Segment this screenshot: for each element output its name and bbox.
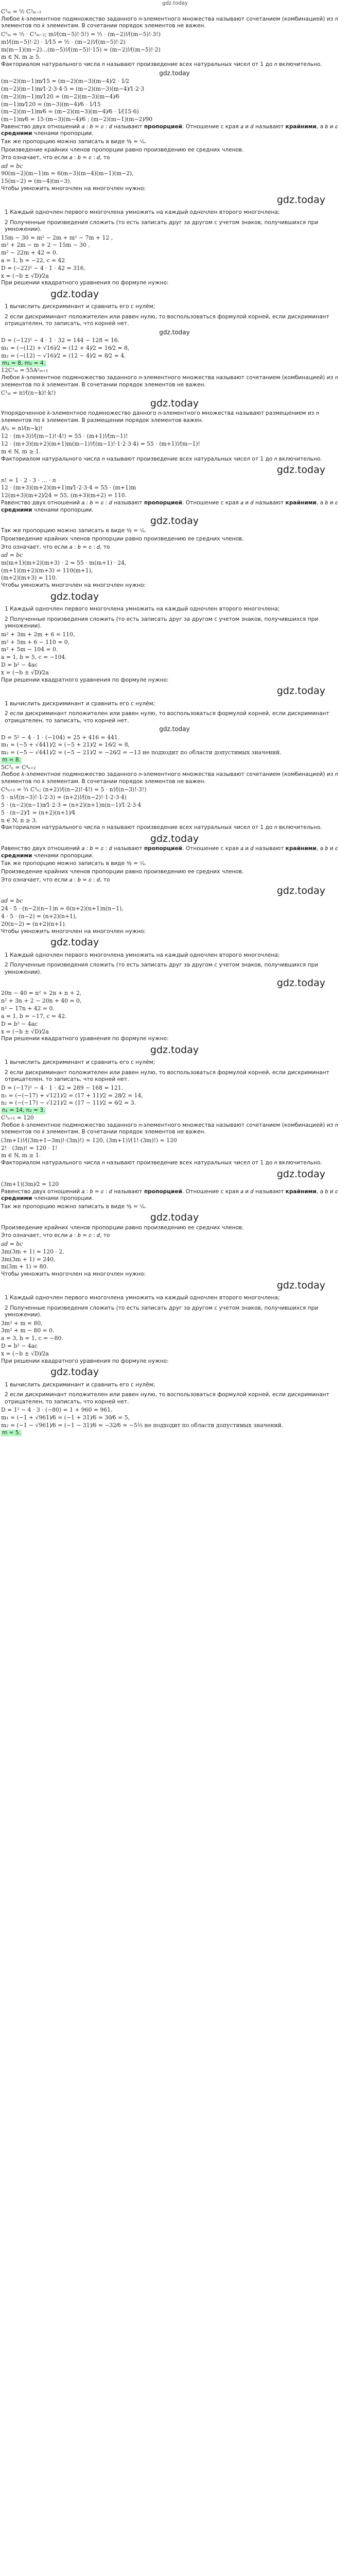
math-line: n² + 3n + 2 − 20n + 40 = 0, — [1, 997, 82, 1005]
watermark: gdz.today — [276, 1279, 325, 1291]
paragraph: Чтобы умножить многочлен на многочлен нужно: — [1, 1271, 146, 1278]
math-line: m₁ = (−5 + √441)⁄2 = (−5 + 21)⁄2 = 16⁄2 = 8, — [1, 741, 130, 749]
math-line: (m−1)m⁄120 = (m−3)(m−4)⁄6 · 1⁄15 — [1, 100, 101, 108]
watermark: gdz.today — [276, 885, 325, 897]
math-line: n₂ = (−(−17) − √121)⁄2 = (17 − 11)⁄2 = 6⁄2 = 3. — [1, 1099, 136, 1107]
math-line: n₁ = (−(−17) + √121)⁄2 = (17 + 11)⁄2 = 28⁄2 = 14, — [1, 1092, 143, 1099]
math-line: (m+1)(m+2)(m+3) = 110(m+1), — [1, 567, 93, 574]
math-line: m² + 5m + 6 − 110 = 0, — [1, 638, 70, 646]
math-line: D = 1² − 4 · 3 · (−80) = 1 + 960 = 961. — [1, 1406, 113, 1414]
math-line: m!⁄((m−5)!·2) · 1⁄15 = ⁵⁄₂ · (m−2)!⁄((m−5)!·2) — [1, 38, 126, 45]
math-line: m² + 2m − m + 2 − 15m − 30 , — [1, 242, 90, 249]
math-line: m₁ = (−1 + √961)⁄6 = (−1 + 31)⁄6 = 30⁄6 = 5, — [1, 1414, 130, 1421]
paragraph: Равенство двух отношений 𝑎 : 𝑏 = 𝑐 : 𝑑 называют пропорцией. Отношение с края 𝑎 и 𝑑 называют крайними, а 𝑏 и 𝑐 средними членами пропорции. — [1, 1188, 338, 1202]
watermark: gdz.today — [150, 1044, 199, 1056]
paragraph: Так же пропорцию можно записать в виде ᵃ⁄ᵦ = ᶜ⁄ₐ. — [1, 139, 147, 145]
math-line: n ∈ N, n ≥ 3. — [1, 817, 38, 824]
paragraph: Равенство двух отношений 𝑎 : 𝑏 = 𝑐 : 𝑑 называют пропорцией. Отношение с края 𝑎 и 𝑑 называют крайними, а 𝑏 и 𝑐 средними членами пропорции. — [1, 845, 338, 859]
watermark: gdz.today — [276, 977, 325, 989]
math-line: 5 · n!⁄((n−3)!·1·2·3) = (n+2)!⁄((n−2)!·1·2·3·4) — [1, 794, 127, 801]
math-line: (m−2)(m−1)m⁄120 = (m−2)(m−3)(m−4)⁄6 — [1, 93, 120, 100]
solution-content — [0, 1, 350, 1436]
math-line: a = 3, b = 1, c = −80. — [1, 1335, 63, 1342]
watermark: gdz.today — [50, 1366, 99, 1378]
answer-line: m₁ = 8, m₂ = 4. — [2, 360, 45, 366]
rule-note: 1 Каждый одночлен первого многочлена умножить на каждый одночлен второго многочлена; — [5, 1294, 280, 1301]
math-line: D = b² − 4ac — [1, 662, 38, 669]
math-line: m₂ = (−(12) − √16)⁄2 = (12 − 4)⁄2 = 8⁄2 = 4. — [1, 352, 126, 359]
paragraph: Равенство двух отношений 𝑎 : 𝑏 = 𝑐 : 𝑑 называют пропорцией. Отношение с края 𝑎 и 𝑑 называют крайними, а 𝑏 и 𝑐 средними членами пропорции. — [1, 500, 338, 513]
math-line: 𝑎𝑑 = 𝑏𝑐 — [1, 897, 23, 905]
math-line: m² + 3m + 2m + 6 = 110, — [1, 631, 75, 638]
math-line: m₂ = (−5 − √441)⁄2 = (−5 − 21)⁄2 = −26⁄2 = −13 не подходит по области допустимых значений. — [1, 749, 282, 756]
watermark: gdz.today — [150, 515, 199, 527]
rule-note: 1 вычислить дискриминант и сравнить его с нулём; — [5, 1059, 155, 1066]
paragraph: Это означает, что если 𝑎 : 𝑏 = 𝑐 : 𝑑, то — [1, 155, 110, 161]
math-line: x = (−b ± √D)⁄2a — [1, 272, 49, 279]
rule-note: 1 вычислить дискриминант и сравнить его с нулём; — [5, 303, 155, 310]
paragraph: Произведение крайних членов пропорции равно произведению ее средних членов. — [1, 1224, 244, 1231]
paragraph: Равенство двух отношений 𝑎 : 𝑏 = 𝑐 : 𝑑 называют пропорцией. Отношение с края 𝑎 и 𝑑 называют крайними, а 𝑏 и 𝑐 средними членами пропорции. — [1, 123, 338, 137]
paragraph: При решении квадратного уравнения по формуле нужно: — [1, 1036, 169, 1042]
math-line: 5C³ₙ = C⁴ₙ₊₂ — [1, 764, 36, 771]
math-line: 12C¹ₘ = 55A²ₘ₊₁ — [1, 367, 48, 374]
math-line: 12(m+3)(m+2)⁄24 = 55, (m+3)(m+2) = 110. — [1, 492, 127, 499]
paragraph: Любое 𝑘-элементное подмножество заданного 𝑛-элементного множества называют сочетанием (комбинацией) из 𝑛 элементов по 𝑘 элементам. В сочетании порядок элементов не важен. — [1, 375, 338, 388]
math-line: 𝑎𝑑 = 𝑏𝑐 — [1, 162, 23, 170]
paragraph: Это означает, что если 𝑎 : 𝑏 = 𝑐 : 𝑑, то — [1, 1232, 110, 1239]
math-line: C⁵ₘ = ⁵⁄₂ · C³ₘ₋₂; m!⁄((m−5)!·5!) = ⁵⁄₂ · (m−2)!⁄((m−5)!·3!) — [1, 30, 161, 38]
paragraph: Факториалом натурального числа 𝑛 называют произведение всех натуральных чисел от 1 до 𝑛 включительно. — [1, 824, 322, 831]
watermark: gdz.today — [150, 833, 199, 845]
paragraph: Произведение крайних членов пропорции равно произведению ее средних членов. — [1, 146, 244, 153]
watermark: gdz.today — [150, 1212, 199, 1224]
rule-note: 1 Каждый одночлен первого многочлена умножить на каждый одночлен второго многочлена; — [5, 606, 280, 613]
paragraph: При решении квадратного уравнения по формуле нужно: — [1, 280, 169, 286]
math-line: Aᵏₙ = n!⁄(n−k)! — [1, 425, 43, 432]
math-line: m(m+1)(m+2)(m+3) · 2 = 55 · m(m+1) · 24, — [1, 559, 127, 566]
watermark: gdz.today — [276, 194, 325, 206]
math-line: m₂ = (−1 − √961)⁄6 = (−1 − 31)⁄6 = −32⁄6 = −5⅓ не подходит по области допустимых значений. — [1, 1421, 284, 1429]
answer-line: m = 8. — [2, 756, 21, 763]
math-line: D = b² − 4ac — [1, 1020, 38, 1027]
rule-note: 2 если дискриминант положителен или равен нулю, то воспользоваться формулой корней, если дискриминант отрицателен, то записать, что корней нет. — [5, 1392, 329, 1405]
math-line: (3m+1)(3m)⁄2 = 120 — [1, 1181, 59, 1188]
math-line: m ∈ N, m ≥ 5. — [1, 54, 41, 61]
paragraph: Это означает, что если 𝑎 : 𝑏 = 𝑐 : 𝑑, то — [1, 876, 110, 883]
watermark: gdz.today — [50, 590, 99, 602]
paragraph: Это означает, что если 𝑎 : 𝑏 = 𝑐 : 𝑑, то — [1, 544, 110, 550]
paragraph: Произведение крайних членов пропорции равно произведению ее средних членов. — [1, 535, 244, 542]
math-line: 5 · (n−2)⁄1 = (n+2)(n+1)⁄4 — [1, 809, 76, 816]
rule-note: 1 вычислить дискриминант и сравнить его с нулём; — [5, 1381, 155, 1388]
math-line: 2! · (3m)! = 120 · 1! — [1, 1144, 58, 1151]
math-line: a = 1, b = 5, c = −104. — [1, 654, 67, 661]
math-line: 3m² + m = 80, — [1, 1319, 43, 1327]
math-line: n² − 17n + 42 = 0. — [1, 1005, 55, 1012]
rule-note: 2 Полученные произведения сложить (то есть записать друг за другом с учетом знаков, получившихся при умножении). — [5, 962, 319, 975]
watermark: gdz.today — [159, 69, 190, 77]
math-line: (m+2)(m+3) = 110. — [1, 574, 58, 582]
math-line: m² − 22m + 42 = 0. — [1, 249, 58, 257]
math-line: x = (−b ± √D)⁄2a — [1, 669, 49, 676]
math-line: x = (−b ± √D)⁄2a — [1, 1350, 49, 1357]
math-line: a = 1, b = −17, c = 42. — [1, 1012, 67, 1020]
paragraph: Чтобы умножить многочлен на многочлен нужно: — [1, 928, 146, 935]
rule-note: 1 Каждый одночлен первого многочлена умножить на каждый одночлен второго многочлена; — [5, 952, 280, 958]
math-line: 15(m−2) = (m−4)(m−3). — [1, 178, 72, 185]
paragraph: Произведение крайних членов пропорции равно произведению ее средних членов. — [1, 868, 244, 875]
math-line: m ∈ N, m ≥ 1. — [1, 448, 41, 455]
math-line: 12 · (m+3)(m+2)(m+1)m⁄1·2·3·4 = 55 · (m+1)m — [1, 484, 136, 492]
watermark: gdz.today — [150, 398, 199, 410]
rule-note: 2 Полученные произведения сложить (то есть записать друг за другом с учетом знаков, получившихся при умножении). — [5, 1304, 319, 1318]
math-line: 3m(3m + 1) = 120 · 2, — [1, 1248, 64, 1255]
math-line: m(m−1)(m−2)…(m−5)!⁄((m−5)!·15) = (m−2)!⁄((m−5)!·2) — [1, 46, 161, 53]
rule-note: 2 Полученные произведения сложить (то есть записать друг за другом с учетом знаков, получившихся при умножении). — [5, 616, 319, 630]
rule-note: 1 вычислить дискриминант и сравнить его с нулём; — [5, 700, 155, 707]
paragraph: Так же пропорцию можно записать в виде ᵃ⁄ᵦ = ᶜ⁄ₐ. — [1, 1203, 147, 1210]
rule-note: 2 если дискриминант положителен или равен нулю, то воспользоваться формулой корней, если дискриминант отрицателен, то записать, что корней нет. — [5, 710, 329, 724]
math-line: 3m² + m − 80 = 0. — [1, 1327, 55, 1334]
paragraph: Чтобы умножить многочлен на многочлен нужно: — [1, 185, 146, 192]
math-line: m ∈ N, m ≥ 1. — [1, 1152, 41, 1159]
math-line: 4 · 5 · (n−2) = (n+2)(n+1), — [1, 913, 77, 920]
math-line: 3m(3m + 1) = 240, — [1, 1256, 56, 1263]
math-line: D = b² − 4ac — [1, 1343, 38, 1350]
rule-note: 2 Полученные произведения сложить (то есть записать друг за другом с учетом знаков, получившихся при умножении). — [5, 219, 319, 233]
header-watermark: gdz.today — [162, 1, 188, 6]
math-line: C¹ₘ = n!⁄((n−k)!·k!) — [1, 389, 56, 397]
math-line: (m−1)m⁄6 = 15·(m−3)(m−4)⁄6 ; (m−2)(m−1)(m−2)⁄90 — [1, 116, 153, 123]
math-line: C⁴ₙ₊₂ = ⁵⁄₁ C³ₙ; (n+2)!⁄((n−2)!·4!) = 5 · n!⁄((n−3)!·3!) — [1, 786, 147, 793]
paragraph: Любое 𝑘-элементное подмножество заданного 𝑛-элементного множества называют сочетанием (комбинацией) из 𝑛 элементов по 𝑘 элементам. В сочетании порядок элементов не важен. — [1, 771, 338, 785]
answer-line: m = 5. — [2, 1429, 21, 1436]
paragraph: Факториалом натурального числа 𝑛 называют произведение всех натуральных чисел от 1 до 𝑛 включительно. — [1, 1160, 322, 1166]
math-line: 15m − 30 = m² − 2m + m² − 7m + 12 , — [1, 234, 113, 241]
watermark: gdz.today — [276, 685, 325, 697]
paragraph: Так же пропорцию можно записать в виде ᵃ⁄ᵦ = ᶜ⁄ₐ. — [1, 860, 147, 867]
math-line: 24 · 5 · (n−2)(n−1)n = 6(n+2)(n+1)n(n−1), — [1, 905, 124, 912]
math-line: 𝑎𝑑 = 𝑏𝑐 — [1, 1240, 23, 1247]
math-line: C⁵ₘ = ⁵⁄₂ C³ₘ₋₂ — [1, 8, 42, 15]
paragraph: Факториалом натурального числа 𝑛 называют произведение всех натуральных чисел от 1 до 𝑛 включительно. — [1, 455, 322, 462]
math-line: 𝑛! = 1 · 2 · 3 · … · 𝑛 — [1, 477, 56, 484]
math-line: m² + 5m − 104 = 0. — [1, 646, 58, 653]
paragraph: При решении квадратного уравнения по формуле нужно: — [1, 676, 169, 683]
math-line: m(3m + 1) = 80. — [1, 1263, 48, 1270]
math-line: C³ₙ₊₁ = 120 — [1, 1114, 34, 1121]
math-line: 90(m−2)(m−1)m = 6(m−3)(m−4)(m−1)(m−2), — [1, 170, 134, 177]
rule-note: 2 если дискриминант положителен или равен нулю, то воспользоваться формулой корней, если дискриминант отрицателен, то записать, что корней нет. — [5, 313, 329, 327]
paragraph: Так же пропорцию можно записать в виде ᵃ⁄ᵦ = ᶜ⁄ₐ. — [1, 528, 147, 534]
math-line: 20(n−2) = (n+2)(n+1). — [1, 920, 66, 927]
watermark: gdz.today — [50, 289, 99, 300]
math-line: (m−2)(m−1)m⁄6 = (m−2)(m−3)(m−4)⁄6 · 1⁄(15·6) — [1, 108, 139, 115]
math-line: 5 · (n−2)(n−1)n⁄1·2·3 = (n+2)(n+1)n(n−1)⁄1·2·3·4 — [1, 802, 142, 809]
watermark: gdz.today — [276, 1168, 325, 1180]
rule-note: 2 если дискриминант положителен или равен нулю, то воспользоваться формулой корней, если дискриминант отрицателен, то записать, что корней нет. — [5, 1069, 329, 1083]
paragraph: Чтобы умножить многочлен на многочлен нужно: — [1, 582, 146, 589]
paragraph: Факториалом натурального числа 𝑛 называют произведение всех натуральных чисел от 1 до 𝑛 включительно. — [1, 61, 322, 68]
math-line: 12 · (m+3)!⁄((m−1)!·4!) = 55 · (m+1)!⁄(m−1)! — [1, 433, 128, 440]
watermark: gdz.today — [159, 725, 190, 733]
math-line: 𝑎𝑑 = 𝑏𝑐 — [1, 552, 23, 559]
paragraph: Упорядоченное 𝑘-элементное подмножество данного 𝑛-элементного множества называют размещением из 𝑛 элементов по 𝑘 элементам. В размещении порядок элементов важен. — [1, 410, 319, 423]
math-line: 20n − 40 = n² + 2n + n + 2, — [1, 990, 82, 997]
math-line: (m−2)(m−1)m⁄1·2·3·4·5 = (m−2)(m−3)(m−4)⁄1·2·3 — [1, 85, 145, 92]
math-line: D = (−17)² − 4 · 1 · 42 = 289 − 168 = 121. — [1, 1084, 124, 1091]
answer-line: n₁ = 14, n₂ = 3. — [2, 1107, 45, 1114]
math-line: D = 5² − 4 · 1 · (−104) = 25 + 416 = 441. — [1, 734, 120, 741]
math-line: x = (−b ± √D)⁄2a — [1, 1028, 49, 1035]
watermark: gdz.today — [50, 937, 99, 948]
math-line: D = (−22)² − 4 · 1 · 42 = 316. — [1, 264, 86, 272]
math-line: a = 1, b = −22, c = 42 — [1, 257, 65, 264]
watermark: gdz.today — [276, 464, 325, 476]
math-line: m₁ = (−(12) + √16)⁄2 = (12 + 4)⁄2 = 16⁄2 = 8, — [1, 345, 130, 352]
paragraph: Любое 𝑘-элементное подмножество заданного 𝑛-элементного множества называют сочетанием (комбинацией) из 𝑛 элементов по 𝑘 элементам. В сочетании порядок элементов не важен. — [1, 1122, 338, 1136]
paragraph: При решении квадратного уравнения по формуле нужно: — [1, 1358, 169, 1364]
math-line: (m−2)(m−1)m⁄15 = (m−2)(m−3)(m−4)⁄2 · 1⁄2 — [1, 78, 130, 85]
watermark: gdz.today — [159, 328, 190, 336]
math-line: D = (−12)² − 4 · 1 · 32 = 144 − 128 = 16. — [1, 337, 120, 344]
paragraph: Любое 𝑘-элементное подмножество заданного 𝑛-элементного множества называют сочетанием (комбинацией) из 𝑛 элементов по 𝑘 элементам. В сочетании порядок элементов не важен. — [1, 15, 338, 29]
math-line: (3m+1)!⁄((3m+1−3m)!·(3m)!) = 120, (3m+1)!⁄(1!·(3m)!) = 120 — [1, 1137, 177, 1144]
rule-note: 1 Каждый одночлен первого многочлена умножить на каждый одночлен второго многочлена; — [5, 209, 280, 215]
math-line: 12 · (m+3)(m+2)(m+1)m(m−1)!⁄((m−1)!·1·2·3·4) = 55 · (m+1)!⁄(m−1)! — [1, 440, 200, 448]
